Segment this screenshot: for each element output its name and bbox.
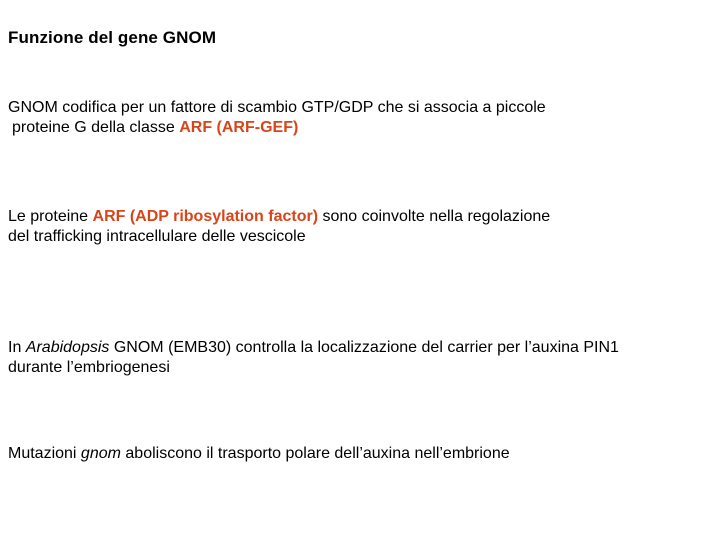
text-segment: sono coinvolte nella regolazione: [318, 208, 551, 225]
italic-gnom: gnom: [80, 445, 121, 462]
paragraph-line: [8, 444, 510, 464]
paragraph-line: durante l’embriogenesi: [8, 359, 170, 376]
text-segment: In: [8, 339, 26, 356]
paragraph-line: [8, 118, 546, 138]
paragraph-line: [8, 207, 550, 227]
text-segment: Mutazioni: [8, 445, 81, 462]
paragraph-gnom-function: [8, 98, 546, 138]
text-segment: GNOM (EMB30) controlla la localizzazione del carrier per l’auxina PIN1: [109, 339, 619, 356]
paragraph-line: [8, 338, 619, 358]
text-segment: proteine G della classe: [12, 119, 180, 136]
text-segment: aboliscono il trasporto polare dell’auxina nell’embrione: [120, 445, 510, 462]
text-segment: Le proteine: [8, 208, 93, 225]
paragraph-arf-proteins: [8, 207, 550, 247]
slide-title: Funzione del gene GNOM: [8, 28, 217, 47]
paragraph-line: del trafficking intracellulare delle vescicole: [8, 228, 306, 245]
paragraph-arabidopsis: [8, 338, 619, 378]
paragraph-gnom-mutations: [8, 444, 510, 464]
paragraph-line: GNOM codifica per un fattore di scambio GTP/GDP che si associa a piccole: [8, 99, 546, 116]
italic-arabidopsis: Arabidopsis: [25, 339, 110, 356]
highlight-arf-gef: ARF (ARF-GEF): [179, 119, 299, 136]
highlight-arf-definition: ARF (ADP ribosylation factor): [92, 208, 319, 225]
